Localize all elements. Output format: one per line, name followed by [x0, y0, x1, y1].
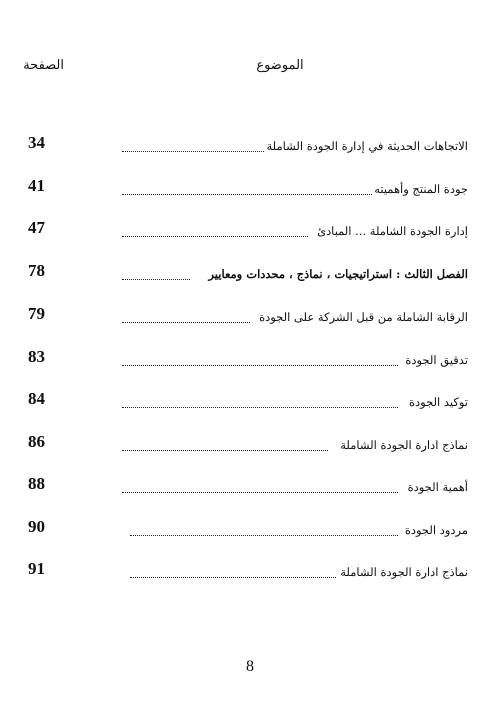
dot-leader	[130, 569, 336, 578]
dot-leader	[130, 527, 398, 536]
toc-title: نماذج ادارة الجودة الشاملة	[340, 438, 468, 452]
toc-title: الاتجاهات الحديثة في إدارة الجودة الشاملة	[266, 139, 468, 153]
toc-entry	[0, 474, 500, 502]
toc-entry	[0, 559, 500, 587]
toc-title: الرقابة الشاملة من قبل الشركة على الجودة	[259, 310, 468, 324]
toc-entry	[0, 304, 500, 332]
toc-title: إدارة الجودة الشاملة ... المبادئ	[317, 224, 468, 238]
dot-leader	[122, 186, 372, 195]
toc-title: توكيد الجودة	[409, 395, 468, 409]
dot-leader	[122, 314, 250, 323]
toc-page-number: 91	[28, 559, 45, 578]
toc-title: نماذج ادارة الجودة الشاملة	[340, 565, 468, 579]
toc-page-number: 90	[28, 517, 45, 536]
toc-entry	[0, 389, 500, 417]
toc-page-number: 79	[28, 304, 45, 323]
toc-title: الفصل الثالث : استراتيجيات ، نماذج ، محددات ومعايير	[208, 267, 468, 281]
dot-leader	[122, 228, 308, 237]
dot-leader	[122, 484, 398, 493]
toc-title: تدقيق الجودة	[405, 353, 468, 367]
toc-entry	[0, 347, 500, 375]
toc-entry	[0, 261, 500, 289]
toc-entry	[0, 517, 500, 545]
toc-page-number: 88	[28, 474, 45, 493]
toc-page-number: 86	[28, 432, 45, 451]
toc-page-number: 84	[28, 389, 45, 408]
toc-page-number: 83	[28, 347, 45, 366]
toc-title: جودة المنتج وأهميته	[374, 182, 468, 196]
page-number: 8	[246, 658, 254, 675]
toc-page-number: 34	[28, 133, 45, 152]
dot-leader	[122, 399, 398, 408]
page-column-header: الصفحة	[23, 58, 64, 73]
dot-leader	[122, 357, 398, 366]
dot-leader	[122, 442, 328, 451]
topic-column-header: الموضوع	[256, 58, 304, 73]
dot-leader	[122, 143, 264, 152]
toc-page-number: 78	[28, 261, 45, 280]
toc-title: أهمية الجودة	[407, 480, 468, 494]
toc-page-number: 41	[28, 176, 45, 195]
toc-entry	[0, 432, 500, 460]
toc-page-number: 47	[28, 218, 45, 237]
toc-title: مردود الجودة	[404, 523, 468, 537]
toc-entry	[0, 133, 500, 161]
toc-entry	[0, 176, 500, 204]
toc-entry	[0, 218, 500, 246]
dot-leader	[122, 271, 190, 280]
